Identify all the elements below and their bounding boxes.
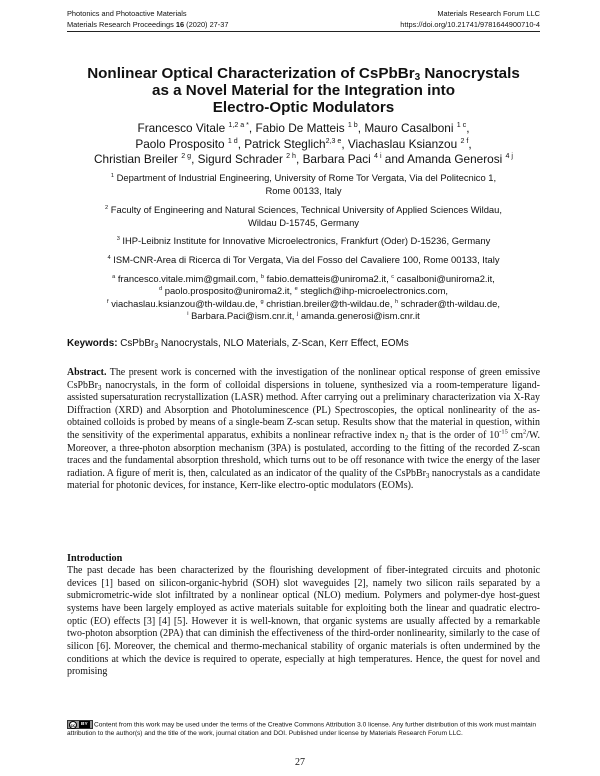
- keywords: Keywords: CsPbBr$_3$ Nanocrystals, NLO Materials, Z-Scan, Kerr Effect, EOMs: [67, 338, 409, 350]
- author: Viachaslau Ksianzou $^{2 f}$,: [347, 136, 472, 151]
- email-link[interactable]: Barbara.Paci@ism.cnr.it: [191, 310, 292, 322]
- paper-title: [67, 65, 540, 117]
- affiliation-3: $^3$ IHP-Leibniz Institute for Innovative Microelectronics, Frankfurt (Oder) D-15236, Germany: [116, 235, 491, 246]
- affiliation-1: $^1$ Department of Industrial Engineering, University of Rome Tor Vergata, Via del Politecnico 1, Rome 00133, Italy: [110, 172, 497, 196]
- email-link[interactable]: christian.breiler@th-wildau.de: [266, 297, 390, 309]
- keywords-label: Keywords:: [67, 338, 118, 349]
- cc-icon: cc: [70, 722, 76, 728]
- license-notice: [67, 720, 540, 738]
- author: Christian Breiler $^{2 g}$,: [94, 152, 198, 166]
- section-heading-introduction: Introduction: [67, 553, 123, 564]
- author: Patrick Steglich$^{2,3 e}$,: [244, 136, 348, 151]
- affiliation-4: $^4$ ISM-CNR-Area di Ricerca di Tor Vergata, Via del Fosso del Cavaliere 100, Rome 00133, Italy: [107, 254, 500, 265]
- email-link[interactable]: viachaslau.ksianzou@th-wildau.de: [111, 297, 256, 309]
- introduction-text: The past decade has been characterized by the flourishing development of fiber-integrated circuits and photonic devices [1] based on silicon-organic-hybrid (SOH) slot waveguides [2], namely two silicon rails separated by a submicrometric-wide slot infiltrated by a nonlinear optical (NLO) medium. Polymers and polymer-dye host-guest systems have been largely employed as active materials suitable for exploiting both the linear and quadratic electro-optic (EO) effects [3] [4] [5]. However it is well-known, that organic systems are usually affected by a remarkable two-photon absorption (2PA) that can diminish the effectiveness of the third-order nonlinearity, similarly to the case of silicon [6]. Moreover, the chemical and thermo-mechanical stability of organic materials is often undermined by the conditions at which the device is required to operate, especially at high temperatures. Hence, the quest for novel and promising: [67, 565, 540, 678]
- email-link[interactable]: amanda.generosi@ism.cnr.it: [300, 310, 420, 322]
- title-line3: Electro-Optic Modulators: [212, 99, 395, 117]
- author: Mauro Casalboni $^{1 c}$,: [364, 121, 470, 135]
- abstract: Abstract. The present work is concerned with the investigation of the nonlinear optical response of green emissive CsPbBr$_3$ nanocrystals, in the form of colloidal dispersions in toluene, synthesized via a room-temperature ligand-assisted supersaturation recrystallization (LASR) method. After carrying out a preliminary characterization via X-Ray Diffraction (XRD) and Absorption and Photoluminescence (PL) Spectroscopies, the optical nonlinearity of the as-obtained colloids is probed by means of a single-beam Z-scan setup. Results show that the material in question, within the sensitivity of the experimental apparatus, exhibits a nonlinear refractive index $n_2$ that is the order of $10^{-15}$ $cm^2/W$. Moreover, a three-photon absorption mechanism (3PA) is postulated, according to the fitting of the recorded Z-scan traces and the fundamental absorption threshold, which turns out to be off resonance with twice the energy of the laser radiation. A figure of merit is, then, calculated as an indicator of the quality of the CsPbBr$_3$ nanocrystals as a candidate material for photonic devices, for instance, Kerr-like electro-optic modulators (EOMs).: [67, 367, 541, 492]
- page-number: 27: [295, 757, 305, 768]
- abstract-label: Abstract.: [67, 367, 107, 378]
- by-icon: BY: [81, 722, 88, 727]
- title-subscript: 3: [414, 72, 421, 83]
- author: Paolo Prosposito $^{1 d}$,: [135, 136, 245, 151]
- author-emails: $^a$ francesco.vitale.mim@gmail.com, $^b$ fabio.dematteis@uniroma2.it, $^c$ casalboni@uniroma2.it, $^d$ paolo.prosposito@uniroma2.it, $^e$ steglich@ihp-microelectronics.com, $^f$ viachaslau.ksianzou@th-wildau.de, $^g$ christian.breiler@th-wildau.de, $^h$ schrader@th-wildau.de, $^i$ Barbara.Paci@ism.cnr.it, $^j$ amanda.generosi@ism.cnr.it: [107, 273, 500, 322]
- publisher-name: Materials Research Forum LLC: [437, 9, 540, 18]
- author-list: [67, 121, 540, 168]
- cc-by-license-icon[interactable]: [67, 720, 93, 729]
- email-link[interactable]: paolo.prosposito@uniroma2.it: [164, 285, 290, 297]
- author: Fabio De Matteis $^{1 b}$,: [255, 121, 365, 135]
- title-line1-a: Nonlinear Optical Characterization of CsPbBr: [87, 65, 415, 82]
- email-link[interactable]: fabio.dematteis@uniroma2.it: [266, 273, 387, 284]
- header-divider: [67, 31, 540, 32]
- running-header-bottom: [67, 20, 540, 29]
- author: Amanda Generosi $^{4 j}$: [407, 152, 513, 166]
- author: Francesco Vitale $^{1,2 a *}$,: [137, 121, 256, 135]
- author: Barbara Paci $^{4 i}$ and: [302, 152, 408, 166]
- email-link[interactable]: schrader@th-wildau.de: [400, 297, 498, 309]
- email-link[interactable]: francesco.vitale.mim@gmail.com: [117, 273, 256, 284]
- proceedings-suffix: (2020) 27-37: [184, 20, 229, 29]
- journal-name: Photonics and Photoactive Materials: [67, 9, 187, 18]
- email-link[interactable]: casalboni@uniroma2.it: [396, 273, 493, 284]
- author: Sigurd Schrader $^{2 h}$,: [197, 152, 303, 166]
- title-line1-b: Nanocrystals: [420, 65, 520, 82]
- proceedings-volume: 16: [175, 20, 185, 29]
- proceedings-prefix: Materials Research Proceedings: [67, 20, 176, 29]
- doi-link[interactable]: https://doi.org/10.21741/9781644900710-4: [400, 20, 540, 29]
- running-header-top: [67, 9, 540, 18]
- title-line2: as a Novel Material for the Integration into: [152, 82, 455, 100]
- affiliation-2: $^2$ Faculty of Engineering and Natural Sciences, Technical University of Applied Sciences Wildau, Wildau D-15745, Germany: [105, 204, 502, 228]
- proceedings-citation: [67, 20, 228, 29]
- license-text: Content from this work may be used under the terms of the Creative Commons Attribution 3.0 license. Any further distribution of this work must maintain attribution to the author(s) and the title of the work, journal citation and DOI. Published under license by Materials Research Forum LLC.: [67, 721, 536, 738]
- email-link[interactable]: steglich@ihp-microelectronics.com: [300, 285, 446, 297]
